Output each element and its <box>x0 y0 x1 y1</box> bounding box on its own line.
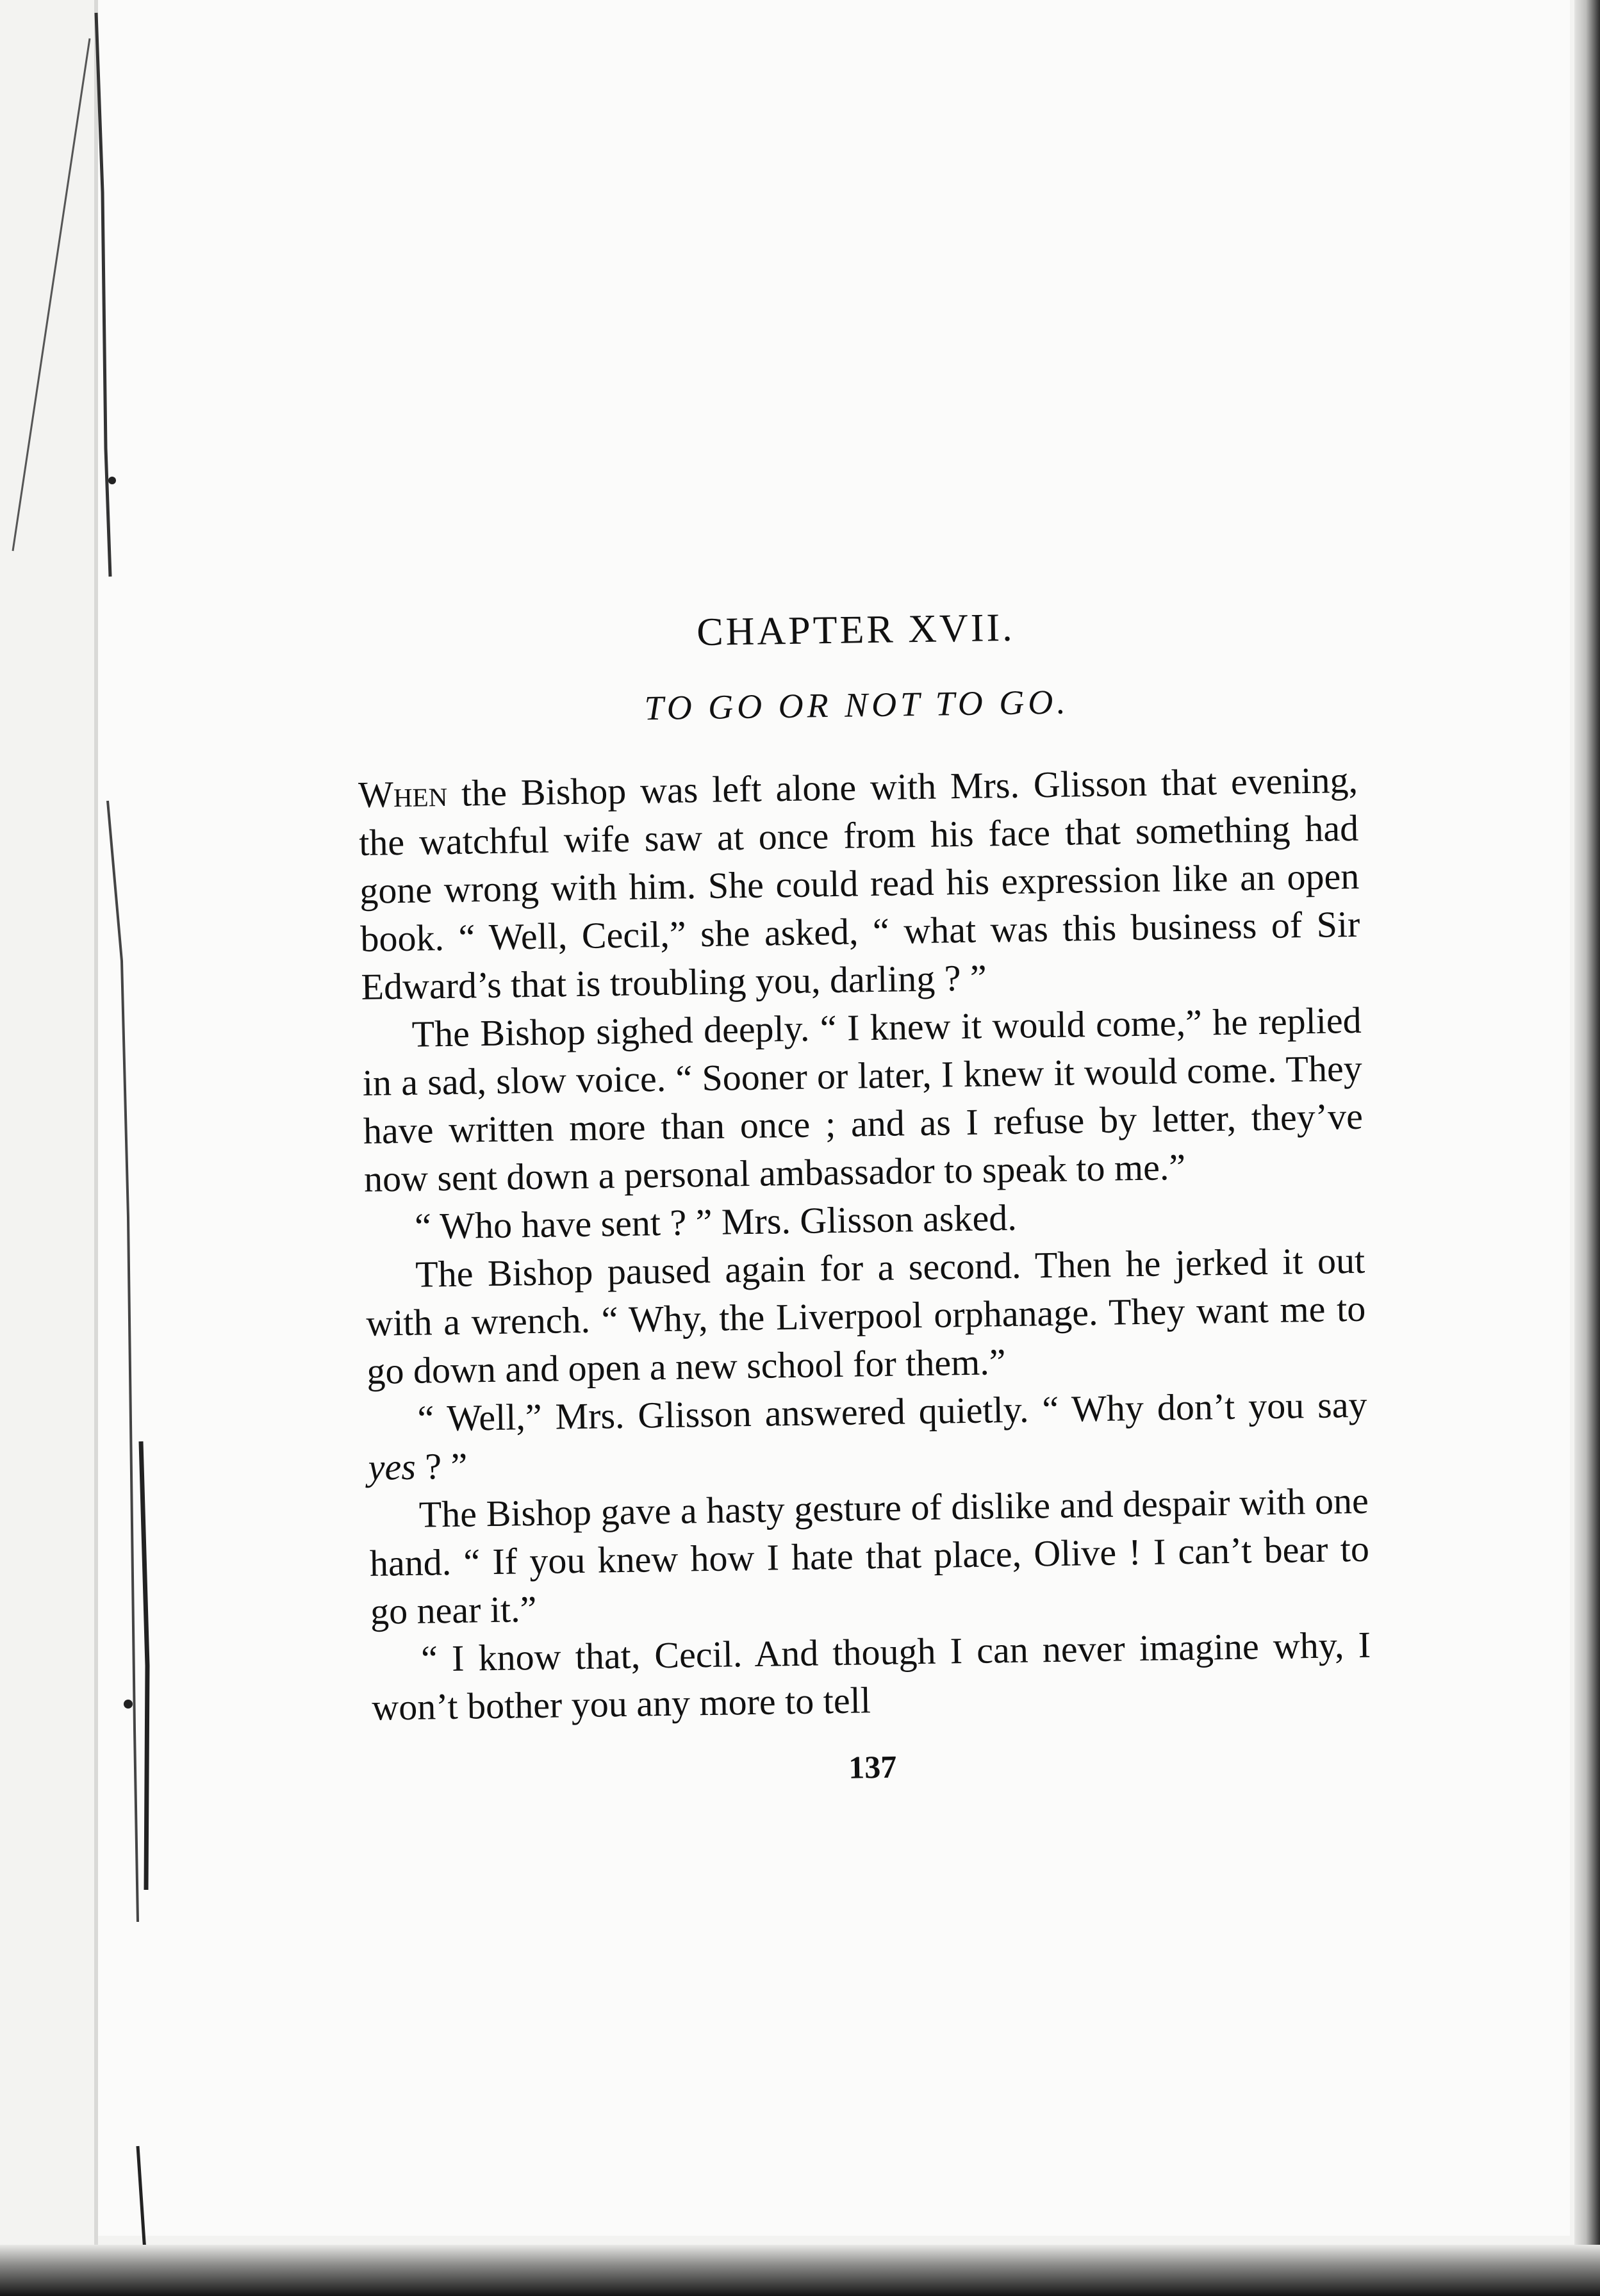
text-block <box>356 600 1373 1793</box>
paragraph <box>358 756 1361 1011</box>
drop-lead-word: When <box>358 772 448 816</box>
paragraph <box>367 1381 1368 1491</box>
paragraph-text: “ Well,” Mrs. Glisson answered quietly. “ Why don’t you say <box>417 1383 1367 1439</box>
paragraph: The Bishop sighed deeply. “ I knew it would come,” he replied in a sad, slow voice. “ Sooner or later, I knew it would come. They have written more than once ; and as I refuse by letter, they’ve now sent down a personal ambassador to speak to me.” <box>362 999 1364 1200</box>
page-bottom-edge <box>0 2245 1600 2296</box>
paragraph: “ I know that, Cecil. And though I can never imagine why, I won’t bother you any more to tell <box>371 1623 1371 1728</box>
paragraph-text: ? ” <box>415 1445 468 1488</box>
page-number: 137 <box>848 1748 897 1785</box>
emphasis-word: yes <box>368 1445 416 1488</box>
book-binding-edge <box>0 0 167 2296</box>
paragraph: “ Who have sent ? ” Mrs. Glisson asked. <box>414 1196 1018 1247</box>
chapter-body <box>358 756 1372 1732</box>
paragraph: The Bishop paused again for a second. Then he jerked it out with a wrench. “ Why, the Liverpool orphanage. They want me to go down and open a new school for them.” <box>365 1239 1366 1392</box>
paragraph: The Bishop gave a hasty gesture of dislike and despair with one hand. “ If you knew how I hate that place, Olive ! I can’t bear to go near it.” <box>369 1479 1370 1632</box>
page-right-edge <box>1574 0 1600 2296</box>
chapter-heading: CHAPTER XVII. <box>696 605 1016 655</box>
chapter-title: TO GO OR NOT TO GO. <box>644 682 1070 728</box>
paragraph-text: the Bishop was left alone with Mrs. Glisson that evening, the watchful wife saw at once from his face that something had gone wrong with him. She could read his expression like an open book. “ Well, Cecil,” she asked, “ what was this business of Sir Edward’s that is troubling you, darling ? ” <box>358 758 1360 1008</box>
